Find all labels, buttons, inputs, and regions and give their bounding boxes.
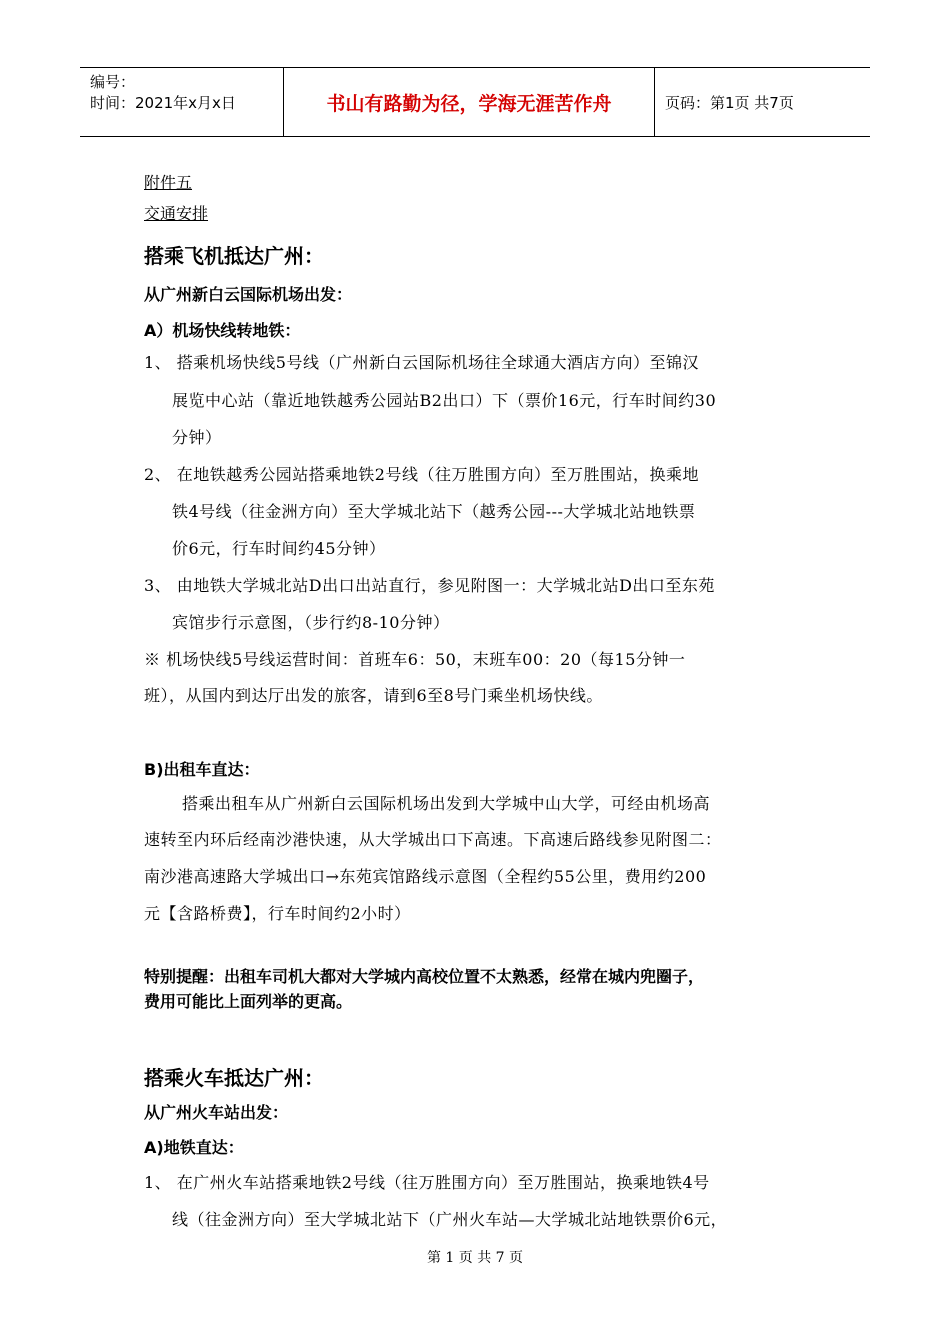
train-step1-line1: 1、 在广州火车站搭乘地铁2号线（往万胜围方向）至万胜围站，换乘地铁4号 — [144, 1173, 710, 1192]
plane-heading: 搭乘飞机抵达广州： — [144, 244, 324, 268]
taxi-line4: 元【含路桥费】，行车时间约2小时） — [144, 904, 411, 923]
train-step1-line2: 线（往金洲方向）至大学城北站下（广州火车站—大学城北站地铁票价6元， — [172, 1210, 728, 1229]
page-footer: 第 1 页 共 7 页 — [426, 1250, 524, 1266]
taxi-line1: 搭乘出租车从广州新白云国际机场出发到大学城中山大学，可经由机场高 — [182, 794, 711, 813]
time-label: 时间：2021年x月x日 — [90, 94, 236, 112]
step-a2-line2: 铁4号线（往金洲方向）至大学城北站下（越秀公园---大学城北站地铁票 — [172, 502, 696, 521]
note-line1: ※ 机场快线5号线运营时间：首班车6：50，末班车00：20（每15分钟一 — [144, 650, 686, 669]
page-code: 页码：第1页 共7页 — [665, 93, 794, 112]
step-a1-line1: 1、 搭乘机场快线5号线（广州新白云国际机场往全球通大酒店方向）至锦汉 — [144, 353, 699, 372]
warning-line1: 特别提醒：出租车司机大都对大学城内高校位置不太熟悉，经常在城内兜圈子， — [144, 967, 705, 986]
taxi-line2: 速转至内环后经南沙港快速，从大学城出口下高速。下高速后路线参见附图二： — [144, 830, 722, 849]
note-line2: 班），从国内到达厅出发的旅客，请到6至8号门乘坐机场快线。 — [144, 686, 603, 705]
step-a3-line2: 宾馆步行示意图，（步行约8-10分钟） — [172, 613, 450, 632]
step-a3-line1: 3、 由地铁大学城北站D出口出站直行，参见附图一：大学城北站D出口至东苑 — [144, 576, 715, 595]
step-a2-line1: 2、 在地铁越秀公园站搭乘地铁2号线（往万胜围方向）至万胜围站，换乘地 — [144, 465, 699, 484]
train-section-a-heading: A)地铁直达： — [144, 1138, 244, 1157]
airport-subheading: 从广州新白云国际机场出发： — [144, 285, 353, 304]
document-header — [80, 67, 870, 137]
motto: 书山有路勤为径，学海无涯苦作舟 — [284, 68, 655, 136]
step-a2-line3: 价6元，行车时间约45分钟） — [172, 539, 386, 558]
station-subheading: 从广州火车站出发： — [144, 1103, 289, 1122]
number-label: 编号： — [90, 73, 136, 91]
warning-line2: 费用可能比上面列举的更高。 — [144, 992, 353, 1011]
section-b-heading: B)出租车直达： — [144, 760, 260, 779]
train-heading: 搭乘火车抵达广州： — [144, 1066, 324, 1090]
section-a-heading: A）机场快线转地铁： — [144, 321, 301, 340]
header-meta-cell — [80, 68, 284, 136]
subject-label: 交通安排 — [144, 204, 209, 223]
taxi-line3: 南沙港高速路大学城出口→东苑宾馆路线示意图（全程约55公里，费用约200 — [144, 867, 707, 886]
attachment-label: 附件五 — [144, 173, 193, 192]
step-a1-line2: 展览中心站（靠近地铁越秀公园站B2出口）下（票价16元，行车时间约30 — [172, 391, 717, 410]
step-a1-line3: 分钟） — [172, 428, 222, 447]
